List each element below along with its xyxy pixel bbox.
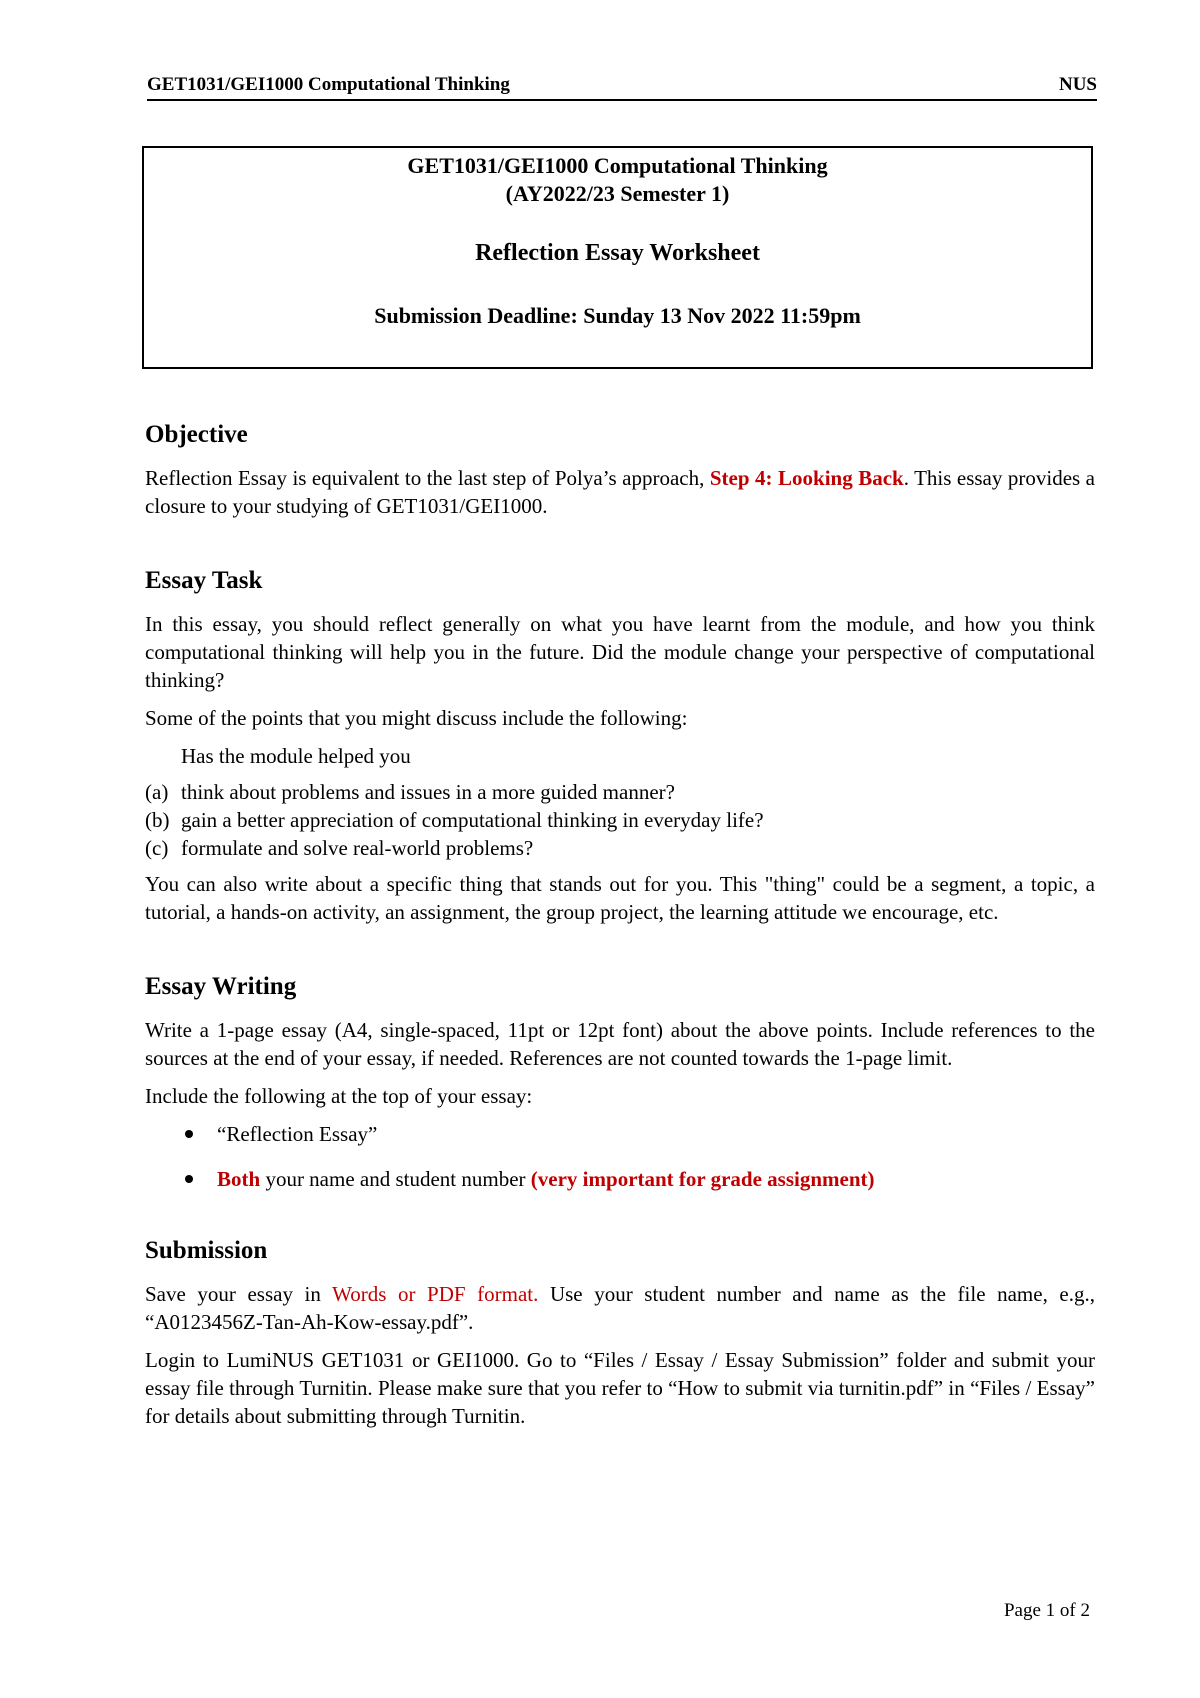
- submission-paragraph-2: Login to LumiNUS GET1031 or GEI1000. Go to “Files / Essay / Essay Submission” folder and submit your essay file through Turnitin. Please make sure that you refer to “How to submit via turnitin.pdf” in “Files / Essay” for details about submitting through Turnitin.: [145, 1348, 1095, 1428]
- document-body: [145, 420, 1095, 1440]
- objective-highlight: Step 4: Looking Back: [709, 466, 904, 490]
- document-title: Reflection Essay Worksheet: [475, 240, 760, 266]
- objective-text-before: Reflection Essay is equivalent to the last step of Polya’s approach,: [145, 466, 710, 490]
- page-number: Page 1 of 2: [1003, 1600, 1090, 1621]
- bullet-text: your name and student number: [260, 1167, 531, 1191]
- essay-writing-paragraph-1: Write a 1-page essay (A4, single-spaced, 11pt or 12pt font) about the above points. Include references to the sources at the end of your essay, if needed. References are not counted towards the 1-page limit.: [145, 1018, 1095, 1070]
- essay-writing-heading: Essay Writing: [145, 973, 297, 1000]
- list-item: [145, 806, 1095, 834]
- list-item-text: formulate and solve real-world problems?: [181, 836, 534, 860]
- submission-deadline: Submission Deadline: Sunday 13 Nov 2022 11:59pm: [374, 303, 861, 328]
- submission-heading: Submission: [145, 1237, 268, 1264]
- essay-task-paragraph-1: In this essay, you should reflect generally on what you have learnt from the module, and how you think computational thinking will help you in the future. Did the module change your perspective of computational thinking?: [145, 612, 1095, 692]
- list-item: [145, 1165, 1095, 1193]
- list-marker: (b): [145, 808, 170, 832]
- discussion-points-list: [145, 778, 1095, 862]
- bullet-important-note: (very important for grade assignment): [530, 1167, 875, 1191]
- running-header: [147, 74, 1097, 101]
- list-item: [145, 778, 1095, 806]
- essay-task-paragraph-2: Some of the points that you might discuss include the following:: [145, 706, 688, 730]
- header-institution: NUS: [1058, 74, 1097, 95]
- header-course-title: GET1031/GEI1000 Computational Thinking: [147, 74, 510, 95]
- list-item-text: think about problems and issues in a more guided manner?: [181, 780, 675, 804]
- essay-task-paragraph-3: You can also write about a specific thing that stands out for you. This "thing" could be a segment, a topic, a tutorial, a hands-on activity, an assignment, the group project, the learning attitude we encourage, etc.: [145, 872, 1095, 924]
- objective-heading: Objective: [145, 421, 248, 448]
- essay-header-requirements: [145, 1120, 1095, 1193]
- list-item: [145, 1120, 1095, 1148]
- semester-label: (AY2022/23 Semester 1): [505, 181, 730, 206]
- bullet-emphasis: Both: [217, 1167, 261, 1191]
- objective-paragraph: [145, 464, 1095, 520]
- objective-text-after: . This essay provides a closure to your studying of GET1031/GEI1000.: [145, 466, 1095, 518]
- bullet-icon: [185, 1130, 193, 1138]
- submission-text-before: Save your essay in: [145, 1282, 333, 1306]
- submission-format: Words or PDF format.: [332, 1282, 539, 1306]
- essay-writing-paragraph-2: Include the following at the top of your essay:: [145, 1084, 533, 1108]
- course-title: GET1031/GEI1000 Computational Thinking: [407, 153, 828, 178]
- list-marker: (c): [145, 836, 169, 860]
- submission-text-after: Use your student number and name as the file name, e.g., “A0123456Z-Tan-Ah-Kow-essay.pdf”.: [145, 1282, 1095, 1334]
- essay-task-heading: Essay Task: [145, 567, 263, 594]
- bullet-icon: [185, 1175, 193, 1183]
- list-item-text: gain a better appreciation of computational thinking in everyday life?: [181, 808, 764, 832]
- bullet-text: “Reflection Essay”: [217, 1122, 378, 1146]
- essay-task-lead: Has the module helped you: [181, 744, 411, 768]
- list-marker: (a): [145, 780, 169, 804]
- title-box: [142, 146, 1093, 369]
- list-item: [145, 834, 1095, 862]
- submission-paragraph-1: [145, 1280, 1095, 1336]
